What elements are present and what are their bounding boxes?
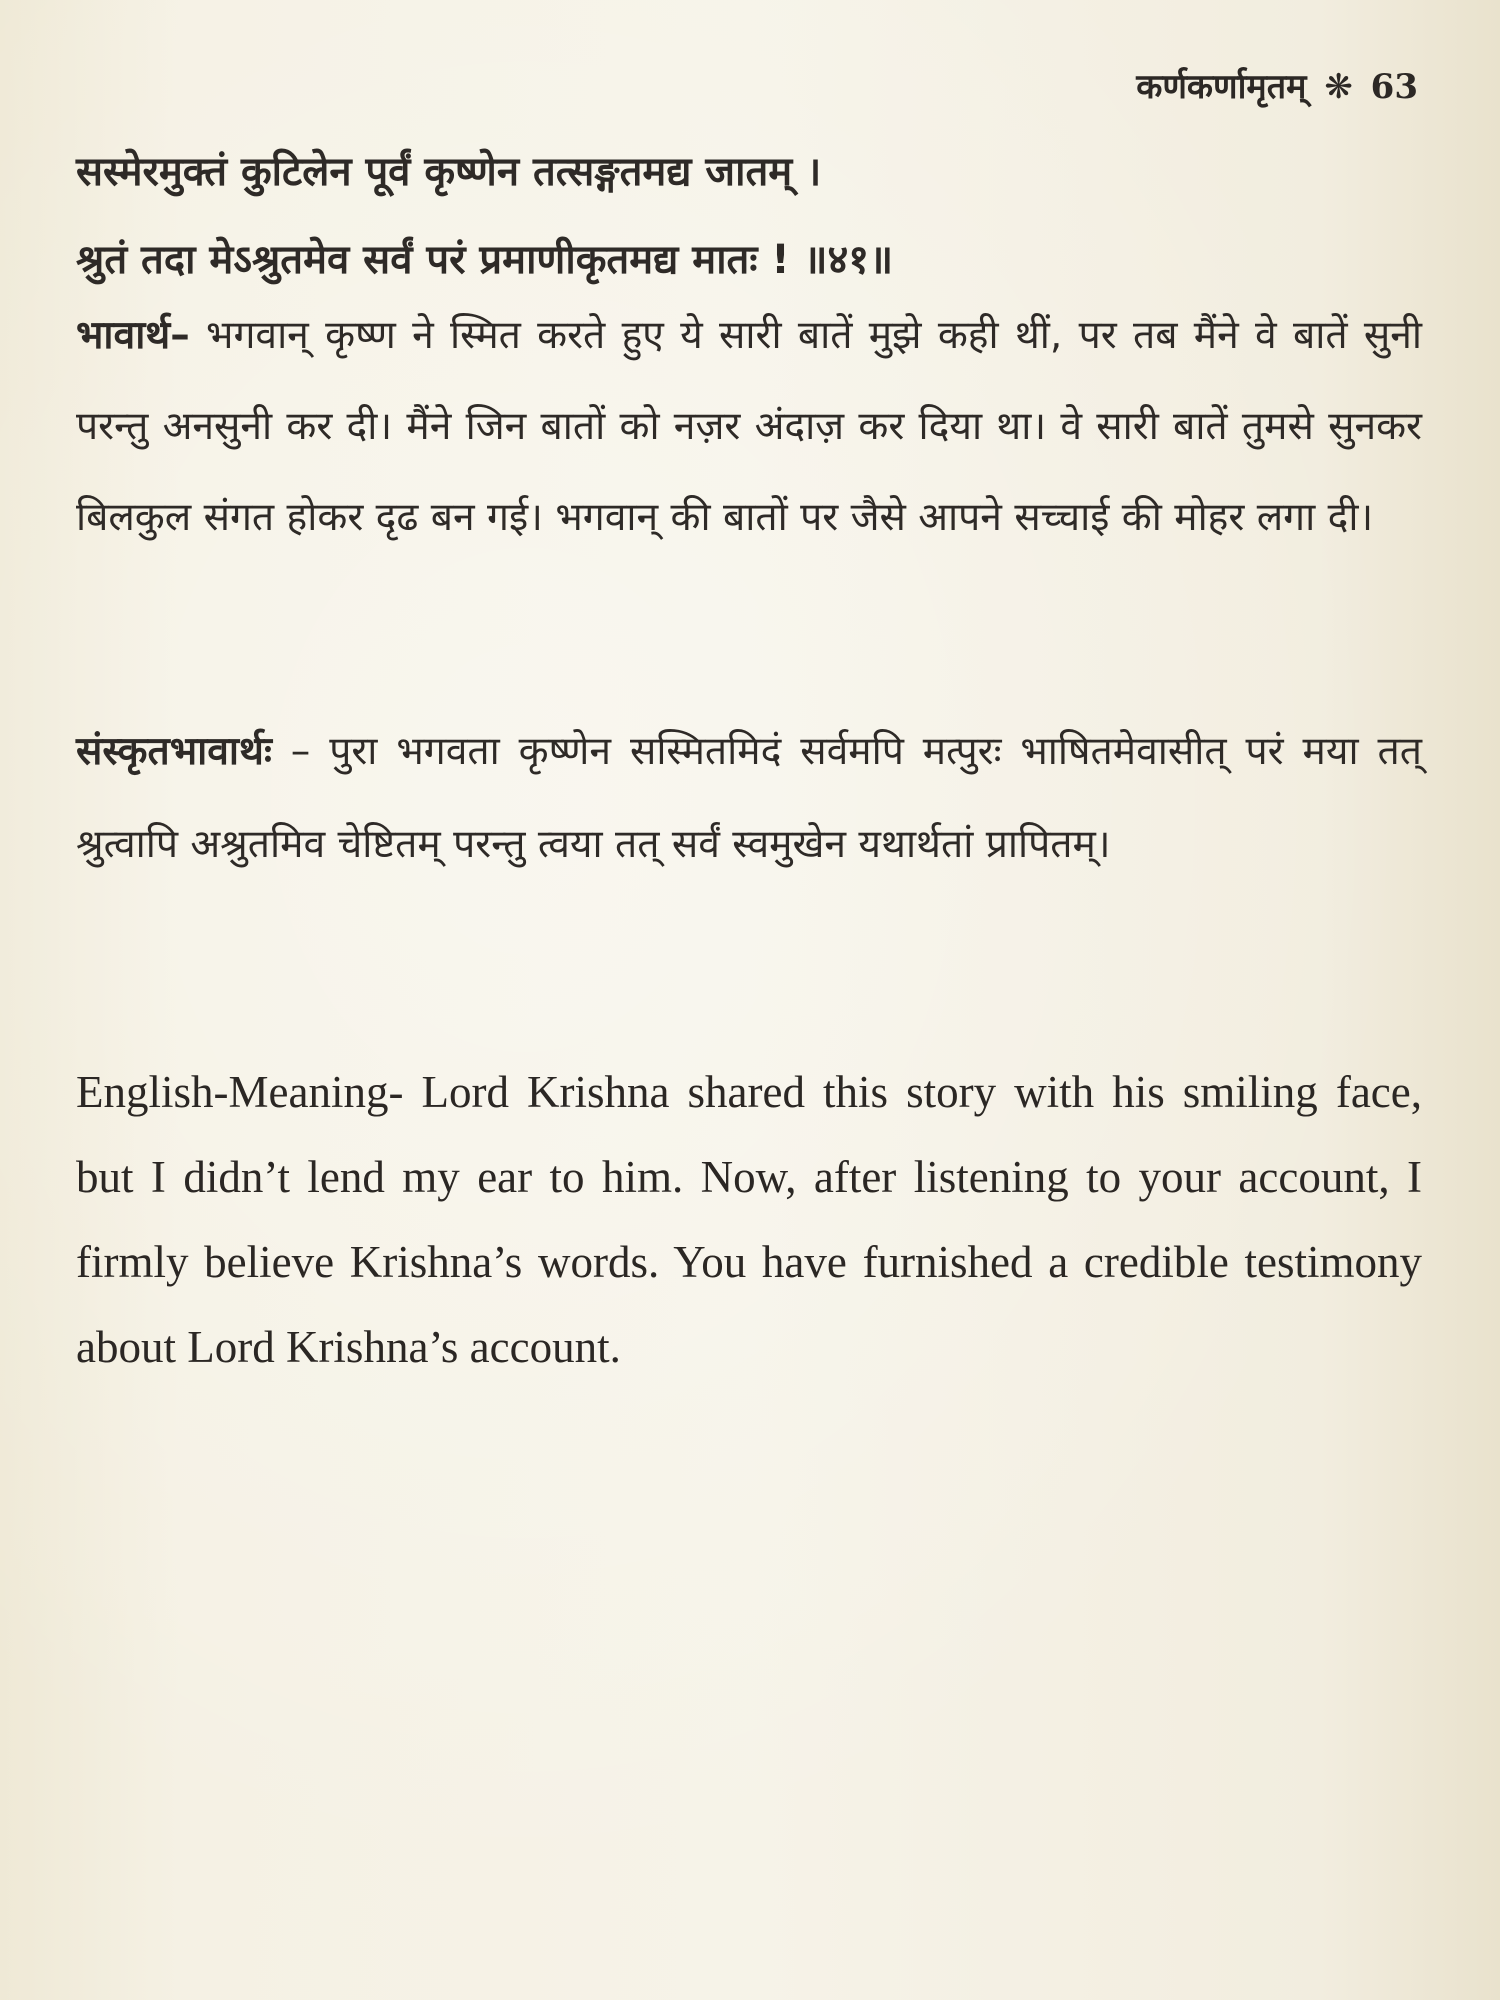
verse-line-1: सस्मेरमुक्तं कुटिलेन पूर्वं कृष्णेन तत्सङ्गतमद्य जातम् ।: [76, 149, 822, 195]
running-head: [1136, 62, 1418, 108]
book-title: कर्णकर्णामृतम्: [1136, 67, 1307, 107]
hindi-meaning-paragraph: [76, 290, 1422, 563]
sanskrit-meaning: [76, 705, 1422, 891]
page-number: 63: [1370, 67, 1418, 107]
english-meaning: [76, 1050, 1422, 1390]
sanskrit-meaning-paragraph: [76, 705, 1422, 891]
sanskrit-meaning-label: संस्कृतभावार्थः: [76, 729, 272, 774]
hindi-meaning-label: भावार्थ–: [76, 313, 190, 358]
sanskrit-meaning-text: – पुरा भगवता कृष्णेन सस्मितमिदं सर्वमपि मत्पुरः भाषितमेवासीत् परं मया तत् श्रुत्वापि अश्रुतमिव चेष्टितम् परन्तु त्वया तत् सर्वं स्वमुखेन यथार्थतां प्रापितम्।: [76, 729, 1422, 867]
hindi-meaning: [76, 290, 1422, 563]
ornament-icon: ❋: [1324, 67, 1353, 107]
english-meaning-text: English-Meaning- Lord Krishna shared this story with his smiling face, but I didn’t lend my ear to him. Now, after listening to your account, I firmly believe Krishna’s words. You have furnished a credible testimony about Lord Krishna’s account.: [76, 1067, 1422, 1372]
verse-line-2: श्रुतं तदा मेऽश्रुतमेव सर्वं परं प्रमाणीकृतमद्य मातः ! ॥४१॥: [76, 237, 894, 283]
hindi-meaning-text: भगवान् कृष्ण ने स्मित करते हुए ये सारी बातें मुझे कही थीं, पर तब मैंने वे बातें सुनी परन्तु अनसुनी कर दी। मैंने जिन बातों को नज़र अंदाज़ कर दिया था। वे सारी बातें तुमसे सुनकर बिलकुल संगत होकर दृढ बन गई। भगवान् की बातों पर जैसे आपने सच्चाई की मोहर लगा दी।: [76, 313, 1422, 540]
sanskrit-verse: [76, 128, 1422, 304]
